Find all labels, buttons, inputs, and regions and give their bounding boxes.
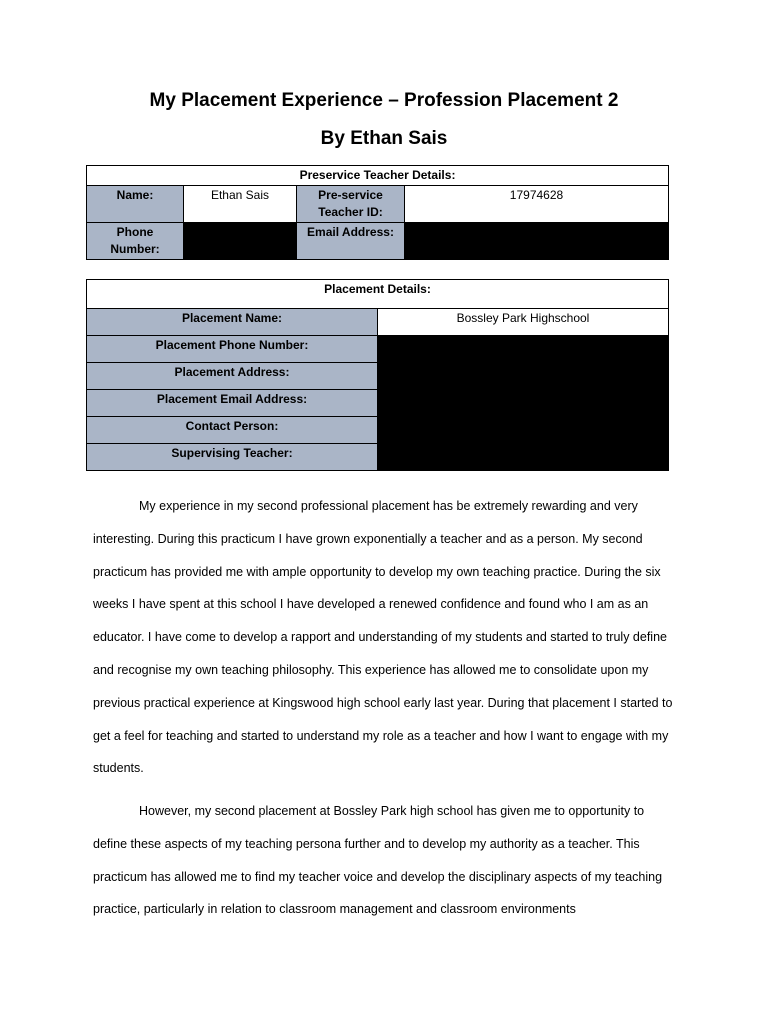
placement-address-label: Placement Address: [87,363,378,390]
table-row [87,309,669,336]
paragraph-2-text: However, my second placement at Bossley Park high school has given me to opportunity to define these aspects of my teaching persona further and to develop my authority as a teacher. This practicum has allowed me to find my teacher voice and develop the disciplinary aspects of my teaching practice, particularly in relation to classroom management and classroom environments [93,804,663,917]
placement-name-label: Placement Name: [87,309,378,336]
paragraph-1-text: My experience in my second professional placement has be extremely rewarding and very interesting. During this practicum I have grown exponentially a teacher and as a person. My second practicum has provided me with ample opportunity to develop my own teaching practice. During the six weeks I have spent at this school I have developed a renewed confidence and found who I am as an educator. I have come to develop a rapport and understanding of my students and started to truly define and recognise my own teaching philosophy. This experience has allowed me to consolidate upon my previous practical experience at Kingswood high school early last year. During that placement I started to get a feel for teaching and started to understand my role as a teacher and how I want to engage with my students. [93,499,673,776]
placement-name-value: Bossley Park Highschool [378,309,669,336]
author-line: By Ethan Sais [320,128,448,149]
placement-email-label: Placement Email Address: [87,390,378,417]
body-paragraph [93,795,677,926]
teacher-id-label: Pre-service Teacher ID: [297,186,405,223]
table-header-row [87,166,669,186]
placement-details-table [86,279,669,471]
email-label: Email Address: [297,223,405,260]
document-title: My Placement Experience – Profession Placement 2 [149,90,619,111]
teacher-details-header: Preservice Teacher Details: [87,166,669,186]
name-label: Name: [87,186,184,223]
table-row [87,186,669,223]
table-row [87,223,669,260]
table-row [87,336,669,363]
placement-details-header: Placement Details: [87,280,669,309]
contact-person-label: Contact Person: [87,417,378,444]
supervising-teacher-label: Supervising Teacher: [87,444,378,471]
body-paragraph [93,490,677,785]
table-header-row [87,280,669,309]
name-value: Ethan Sais [184,186,297,223]
placement-info-redacted [378,336,669,471]
phone-redacted [184,223,297,260]
phone-label: Phone Number: [87,223,184,260]
email-redacted [405,223,669,260]
teacher-id-value: 17974628 [405,186,669,223]
preservice-teacher-details-table [86,165,669,260]
placement-phone-label: Placement Phone Number: [87,336,378,363]
